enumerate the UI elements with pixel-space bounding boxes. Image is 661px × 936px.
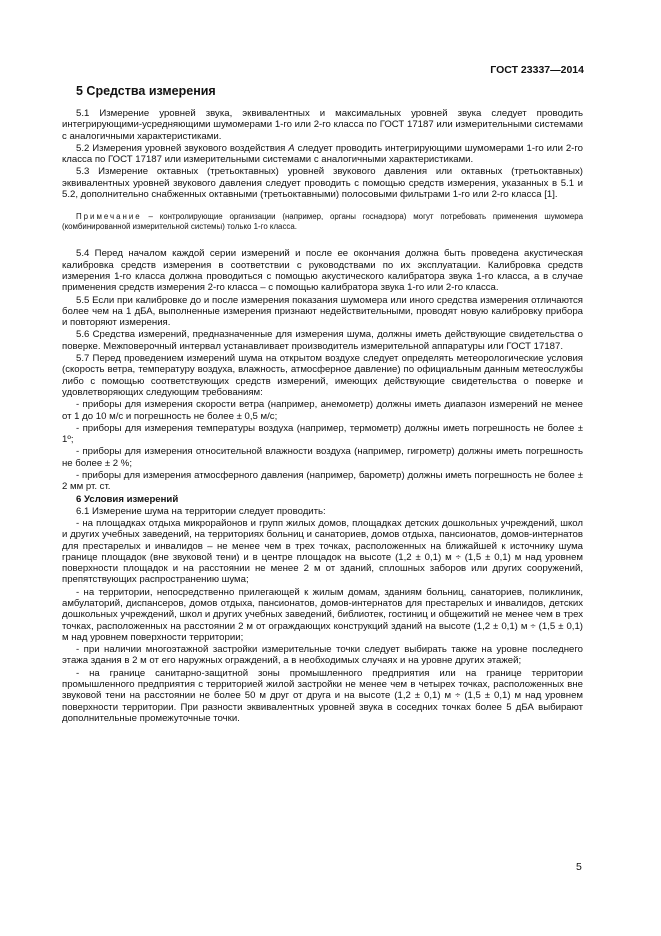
paragraph-5-3: 5.3 Измерение октавных (третьоктавных) уровней звукового давления или октавных (третьоктавных) эквивалентных уровней звукового давления следует проводить с помощью средств измерения, указанных в 5.1 и 5.2, дополнительно снабженных октавными (третьоктавными) полосовыми фильтрами 1-го или 2-го класса [1]. — [62, 166, 583, 201]
list-item-humidity: - приборы для измерения относительной влажности воздуха (например, гигрометр) должны иметь погрешность не более ± 2 %; — [62, 446, 583, 469]
paragraph-6-1: 6.1 Измерение шума на территории следует проводить: — [76, 505, 326, 517]
list-item-recreation-areas: - на площадках отдыха микрорайонов и групп жилых домов, площадках детских дошкольных учреждений, школ и других учебных заведений, на территориях больниц и санаториев, домов отдыха, пансионатов, домов-интернатов для престарелых и инвалидов – не менее чем в трех точках, расположенных на ближайшей к источнику шума границе площадок (вне звуковой тени) и в центре площадок на высоте (1,2 ± 0,1) м ÷ (1,5 ± 0,1) м над уровнем поверхности площадок и на расстоянии не менее 2 м от зданий, сплошных заборов или других сооружений, препятствующих распространению шума; — [62, 517, 583, 586]
paragraph-5-2-start: 5.2 Измерения уровней звукового воздействия — [76, 142, 289, 154]
note — [62, 212, 583, 232]
paragraph-5-7: 5.7 Перед проведением измерений шума на открытом воздухе следует определять метеорологические условия (скорость ветра, температуру воздуха, влажность, атмосферное давление) по официальным данным метеослужбы либо с помощью соответствующих средств измерений, имеющих действующие свидетельства о поверке и удовлетворяющих следующим требованиям: — [62, 353, 583, 398]
paragraph-5-6: 5.6 Средства измерений, предназначенные для измерения шума, должны иметь действующие свидетельства о поверке. Межповерочный интервал устанавливает производитель измерительной аппаратуры или ГОСТ 17187. — [62, 329, 583, 352]
paragraph-5-4: 5.4 Перед началом каждой серии измерений и после ее окончания должна быть проведена акустическая калибровка средств измерения в соответствии с руководствами по их эксплуатации. Калибровка средств измерения 1-го класса должна проводиться с помощью акустического калибратора звука 1-го класса, а в случае применения средств измерения 2-го класса – с помощью калибратора звука 1-го или 2-го класса. — [62, 248, 583, 294]
section-5-title: 5 Средства измерения — [76, 84, 216, 98]
paragraph-5-2 — [62, 143, 583, 166]
symbol-a: А — [288, 142, 295, 154]
paragraph-5-1: 5.1 Измерение уровней звука, эквивалентных и максимальных уровней звука следует проводить интегрирующими-усредняющими шумомерами 1-го или 2-го класса по ГОСТ 17187 или измерительными системами с аналогичными характеристиками. — [62, 108, 583, 142]
list-item-multistorey: - при наличии многоэтажной застройки измерительные точки следует выбирать также на уровне последнего этажа здания в 2 м от его наружных ограждений, а в необходимых случаях и на уровне других этажей; — [62, 644, 583, 667]
list-item-temperature: - приборы для измерения температуры воздуха (например, термометр) должны иметь погрешность не более ± 1º; — [62, 422, 583, 446]
list-item-sanitary-zone: - на границе санитарно-защитной зоны промышленного предприятия или на границе территории промышленного предприятия с территорией жилой застройки не менее чем в четырех точках, расположенных вне звуковой тени на расстоянии не более 50 м друг от друга и на высоте (1,2 ± 0,1) м ÷ (1,5 ± 0,1) м над уровнем поверхности территории. При разности эквивалентных уровней звука в соседних точках более 5 дБА выбирают дополнительные промежуточные точки. — [62, 667, 583, 724]
section-6-title: 6 Условия измерений — [76, 493, 179, 505]
page-body — [62, 84, 583, 725]
document-code: ГОСТ 23337—2014 — [490, 64, 584, 76]
list-item-wind: - приборы для измерения скорости ветра (например, анемометр) должны иметь диапазон измерений не менее от 1 до 10 м/с и погрешность не более ± 0,5 м/с; — [62, 399, 583, 422]
list-item-adjacent-territory: - на территории, непосредственно прилегающей к жилым домам, зданиям больниц, санаториев, поликлиник, амбулаторий, диспансеров, домов отдыха, пансионатов, домов-интернатов для престарелых и инвалидов, детских дошкольных учреждений, школ и других учебных заведений, библиотек, гостиниц и общежитий не менее чем в трех точках, расположенных на расстоянии 2 м от ограждающих конструкций зданий на высоте (1,2 ± 0,1) м ÷ (1,5 ± 0,1) м над уровнем поверхности территории; — [62, 586, 583, 643]
paragraph-5-2-end: следует проводить интегрирующими шумомерами 1-го или 2-го класса по ГОСТ 17187 или измерительными системами с аналогичными характеристиками. — [62, 142, 584, 166]
note-text: – контролирующие организации (например, органы госнадзора) могут потребовать применения шумомера (комбинированной измерительной системы) только 1-го класса. — [62, 212, 583, 232]
note-label: Примечание — [76, 212, 142, 222]
page-number: 5 — [576, 861, 582, 873]
list-item-pressure: - приборы для измерения атмосферного давления (например, барометр) должны иметь погрешность не более ± 2 мм рт. ст. — [62, 470, 583, 493]
paragraph-5-5: 5.5 Если при калибровке до и после измерения показания шумомера или иного средства измерения отличаются более чем на 1 дБА, выполненные измерения признают недействительными, проводят новую калибровку прибора и повторяют измерения. — [62, 294, 583, 329]
